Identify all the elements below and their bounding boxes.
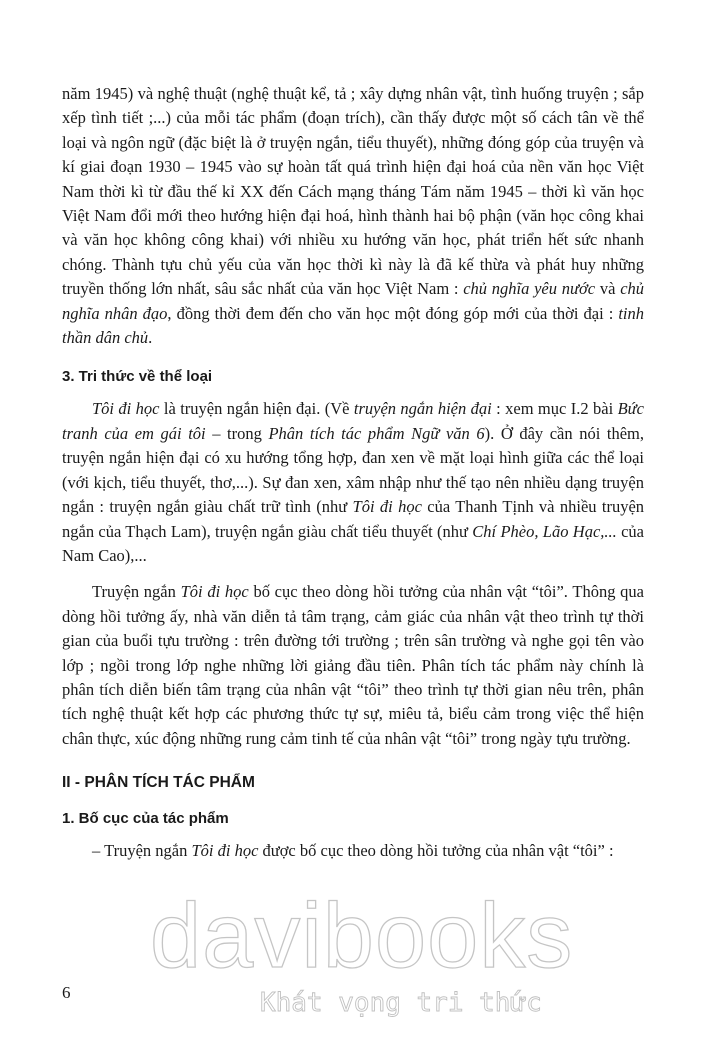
text-run: của Nam Cao),... [62, 521, 644, 565]
watermark-logo: davibooks [150, 885, 574, 987]
text-run: bố cục theo dòng hồi tưởng của nhân vật “tôi”. Thông qua dòng hồi tưởng ấy, nhà văn diễn tả tâm trạng, cảm giác của nhân vật theo trình tự thời gian của buổi tựu trường : trên đường tới trường ; trên sân trường và nghe gọi tên vào lớp ; ngồi trong lớp nghe những lời giảng đầu tiên. Phân tích tác phẩm này chính là phân tích diễn biến tâm trạng của nhân vật “tôi” theo trình tự thời gian nêu trên, phân tích nghệ thuật kết hợp các phương thức tự sự, miêu tả, biểu cảm trong việc thể hiện chân thực, xúc động những rung cảm tinh tế của nhân vật “tôi” trong ngày tựu trường. [62, 582, 644, 748]
emphasis-text: tinh thần dân chủ [62, 303, 644, 348]
section3-heading: 3. Tri thức về thể loại [62, 368, 213, 386]
text-run: là truyện ngắn hiện đại. (Về [159, 399, 354, 419]
emphasis-text: Tôi đi học [180, 582, 249, 602]
page-number: 6 [62, 983, 71, 1002]
text-run: ). Ở đây cần nói thêm, truyện ngắn hiện đại có xu hướng tổng hợp, đan xen về mặt loại hình giữa các thể loại (với kịch, tiểu thuyết, thơ,...). Sự đan xen, xâm nhập như thế tạo nên nhiều dạng truyện ngắn : truyện ngắn giàu chất trữ tình (như [62, 423, 644, 517]
emphasis-text: Chí Phèo, Lão Hạc,... [472, 521, 617, 541]
text-run: – Truyện ngắn [92, 841, 192, 861]
text-run: . [148, 328, 153, 348]
text-run: : xem mục I.2 bài [491, 399, 618, 419]
emphasis-text: Tôi đi học [92, 399, 160, 419]
part2-paragraph [62, 839, 644, 863]
text-run: của Thanh Tịnh và nhiều truyện ngắn của Thạch Lam), truyện ngắn giàu chất tiểu thuyết (như [62, 497, 645, 541]
intro-paragraph [62, 82, 644, 350]
text-run: – trong [205, 423, 269, 443]
emphasis-text: Bức tranh của em gái tôi [62, 399, 644, 443]
page-body [62, 82, 644, 864]
emphasis-text: Phân tích tác phẩm Ngữ văn 6 [268, 423, 485, 443]
text-run: và [595, 279, 621, 299]
watermark-slogan: Khát vọng tri thức [260, 988, 542, 1018]
section3-paragraph-2 [62, 580, 644, 751]
text-run: Truyện ngắn [92, 582, 181, 602]
part2-sub-heading: 1. Bố cục của tác phẩm [62, 810, 229, 828]
text-run: được bố cục theo dòng hồi tưởng của nhân vật “tôi” : [258, 841, 614, 861]
text-run: năm 1945) và nghệ thuật (nghệ thuật kể, tả ; xây dựng nhân vật, tình huống truyện ; sắp xếp tình tiết ;...) của mỗi tác phẩm (đoạn trích), cần thấy được một số cách tân về thể loại và ngôn ngữ (đặc biệt là ở truyện ngắn, tiểu thuyết), những đóng góp của truyện và kí giai đoạn 1930 – 1945 vào sự hoàn tất quá trình hiện đại hoá của nền văn học Việt Nam thời kì từ đầu thế kỉ XX đến Cách mạng tháng Tám năm 1945 – thời kì văn học Việt Nam đổi mới theo hướng hiện đại hoá, hình thành hai bộ phận (văn học công khai và văn học không công khai) với nhiều xu hướng văn học, phát triển hết sức nhanh chóng. Thành tựu chủ yếu của văn học thời kì này là đã kế thừa và phát huy những truyền thống lớn nhất, sâu sắc nhất của văn học Việt Nam : [62, 84, 644, 299]
section3-paragraph-1 [62, 397, 644, 568]
text-run: , đồng thời đem đến cho văn học một đóng góp mới của thời đại : [167, 303, 619, 323]
part2-heading: II - PHÂN TÍCH TÁC PHẨM [62, 774, 255, 792]
emphasis-text: truyện ngắn hiện đại [353, 399, 492, 419]
emphasis-text: Tôi đi học [191, 841, 259, 861]
emphasis-text: Tôi đi học [352, 497, 422, 517]
emphasis-text: chủ nghĩa yêu nước [463, 279, 596, 299]
emphasis-text: chủ nghĩa nhân đạo [62, 279, 645, 323]
